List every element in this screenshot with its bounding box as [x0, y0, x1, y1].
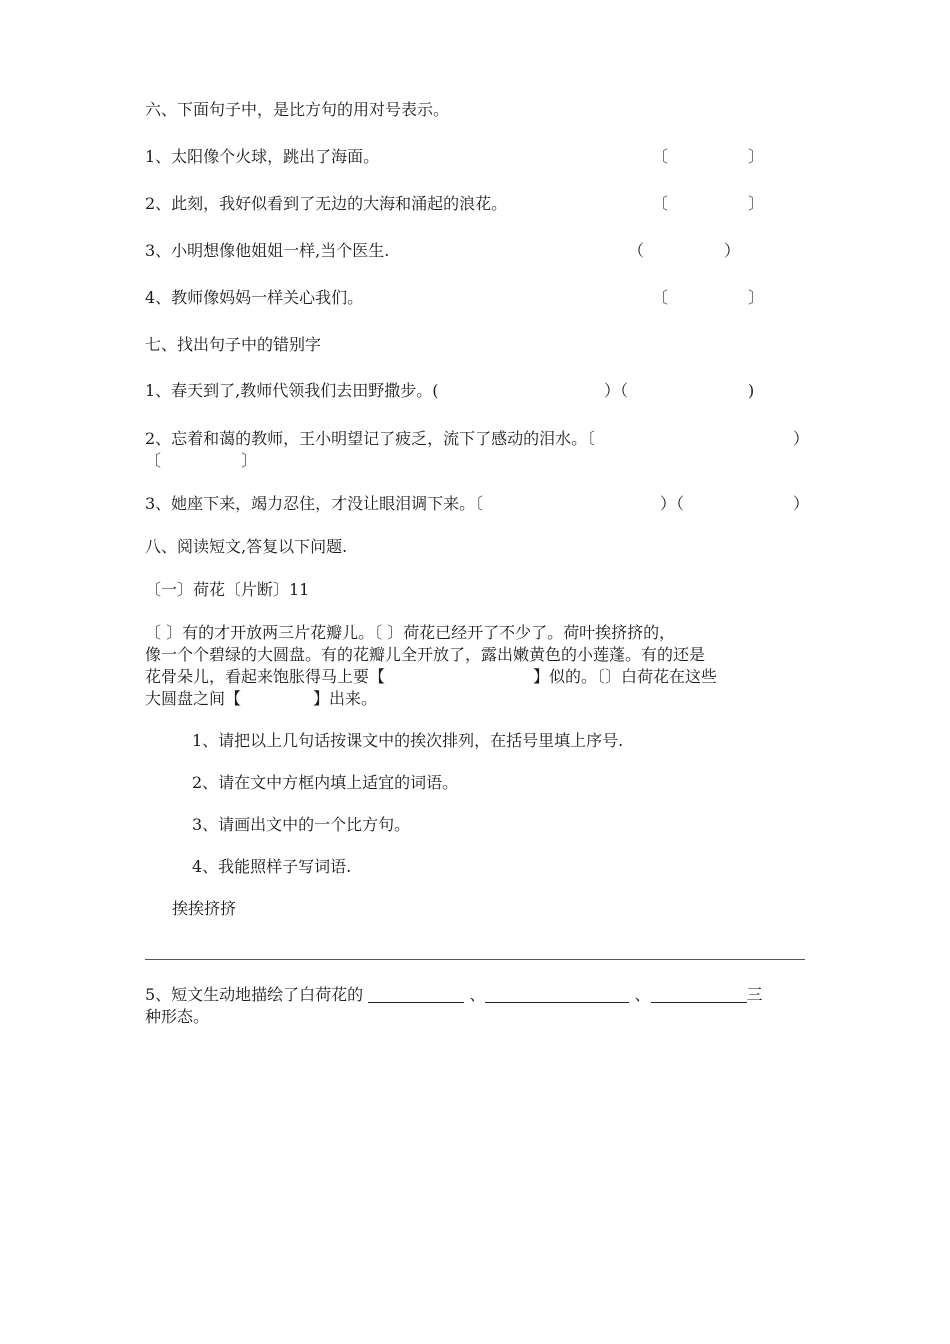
section6-item-3: 3、小明想像他姐姐一样,当个医生.	[145, 241, 390, 260]
question-5-line2: 种形态。	[145, 1007, 210, 1026]
bracket-end: )	[748, 381, 755, 400]
bracket-separator: ）（	[604, 381, 629, 400]
passage-line	[145, 688, 813, 710]
section7-item-2: 2、忘着和蔼的教师，王小明望记了疲乏，流下了感动的泪水。〔	[145, 429, 596, 448]
section6-item-2: 2、此刻，我好似看到了无边的大海和涌起的浪花。	[145, 194, 508, 213]
passage-text: 花骨朵儿，看起来饱胀得马上要【	[145, 667, 386, 686]
section6-heading: 六、下面句子中，是比方句的用对号表示。	[145, 100, 450, 119]
passage-line	[145, 622, 813, 644]
question-5-text: 三	[746, 985, 763, 1004]
answer-bracket[interactable]: 〔 〕	[652, 194, 765, 213]
passage-line	[145, 644, 813, 666]
blank-2[interactable]	[485, 986, 629, 1003]
answer-bracket[interactable]: 〔 〕	[145, 451, 258, 470]
passage-line	[145, 666, 813, 688]
section6-item-4: 4、教师像妈妈一样关心我们。	[145, 288, 364, 307]
blank-1[interactable]	[368, 986, 464, 1003]
answer-bracket[interactable]: 〔 〕	[652, 288, 765, 307]
passage-text: 大圆盘之间【	[145, 689, 242, 708]
passage-text: 〔 〕有的才开放两三片花瓣儿。〔 〕荷花已经开了不少了。荷叶挨挤挤的，	[145, 623, 676, 642]
section8-heading: 八、阅读短文,答复以下问题.	[145, 537, 348, 556]
section6-item-1: 1、太阳像个火球，跳出了海面。	[145, 147, 380, 166]
blank-3[interactable]	[651, 986, 747, 1003]
question-1: 1、请把以上几句话按课文中的挨次排列，在括号里填上序号.	[192, 731, 624, 750]
passage-text: 像一个个碧绿的大圆盘。有的花瓣儿全开放了，露出嫩黄色的小莲蓬。有的还是	[145, 645, 706, 664]
separator: 、	[634, 985, 651, 1004]
bracket-separator: ）（	[660, 494, 685, 513]
section7-heading: 七、找出句子中的错别字	[145, 335, 322, 354]
example-word: 挨挨挤挤	[172, 899, 237, 918]
answer-line[interactable]	[145, 959, 805, 960]
answer-bracket[interactable]: （ ）	[628, 241, 741, 260]
question-5	[145, 984, 763, 1006]
passage	[145, 622, 813, 710]
passage-title: 〔一〕荷花〔片断〕11	[145, 580, 310, 599]
question-3: 3、请画出文中的一个比方句。	[192, 815, 411, 834]
passage-text: 】似的。〔〕白荷花在这些	[533, 667, 718, 686]
answer-bracket[interactable]: 〔 〕	[652, 147, 765, 166]
separator: 、	[469, 985, 486, 1004]
question-4: 4、我能照样子写词语.	[192, 857, 352, 876]
question-5-text: 5、短文生动地描绘了白荷花的	[145, 985, 364, 1004]
section7-item-3: 3、她座下来，竭力忍住，才没让眼泪调下来。〔	[145, 494, 484, 513]
section7-item-1: 1、春天到了,教师代领我们去田野撒步。(	[145, 381, 439, 400]
bracket-end: ）	[793, 494, 810, 513]
question-2: 2、请在文中方框内填上适宜的词语。	[192, 773, 459, 792]
bracket-end: ）	[793, 429, 810, 448]
passage-text: 】出来。	[313, 689, 378, 708]
